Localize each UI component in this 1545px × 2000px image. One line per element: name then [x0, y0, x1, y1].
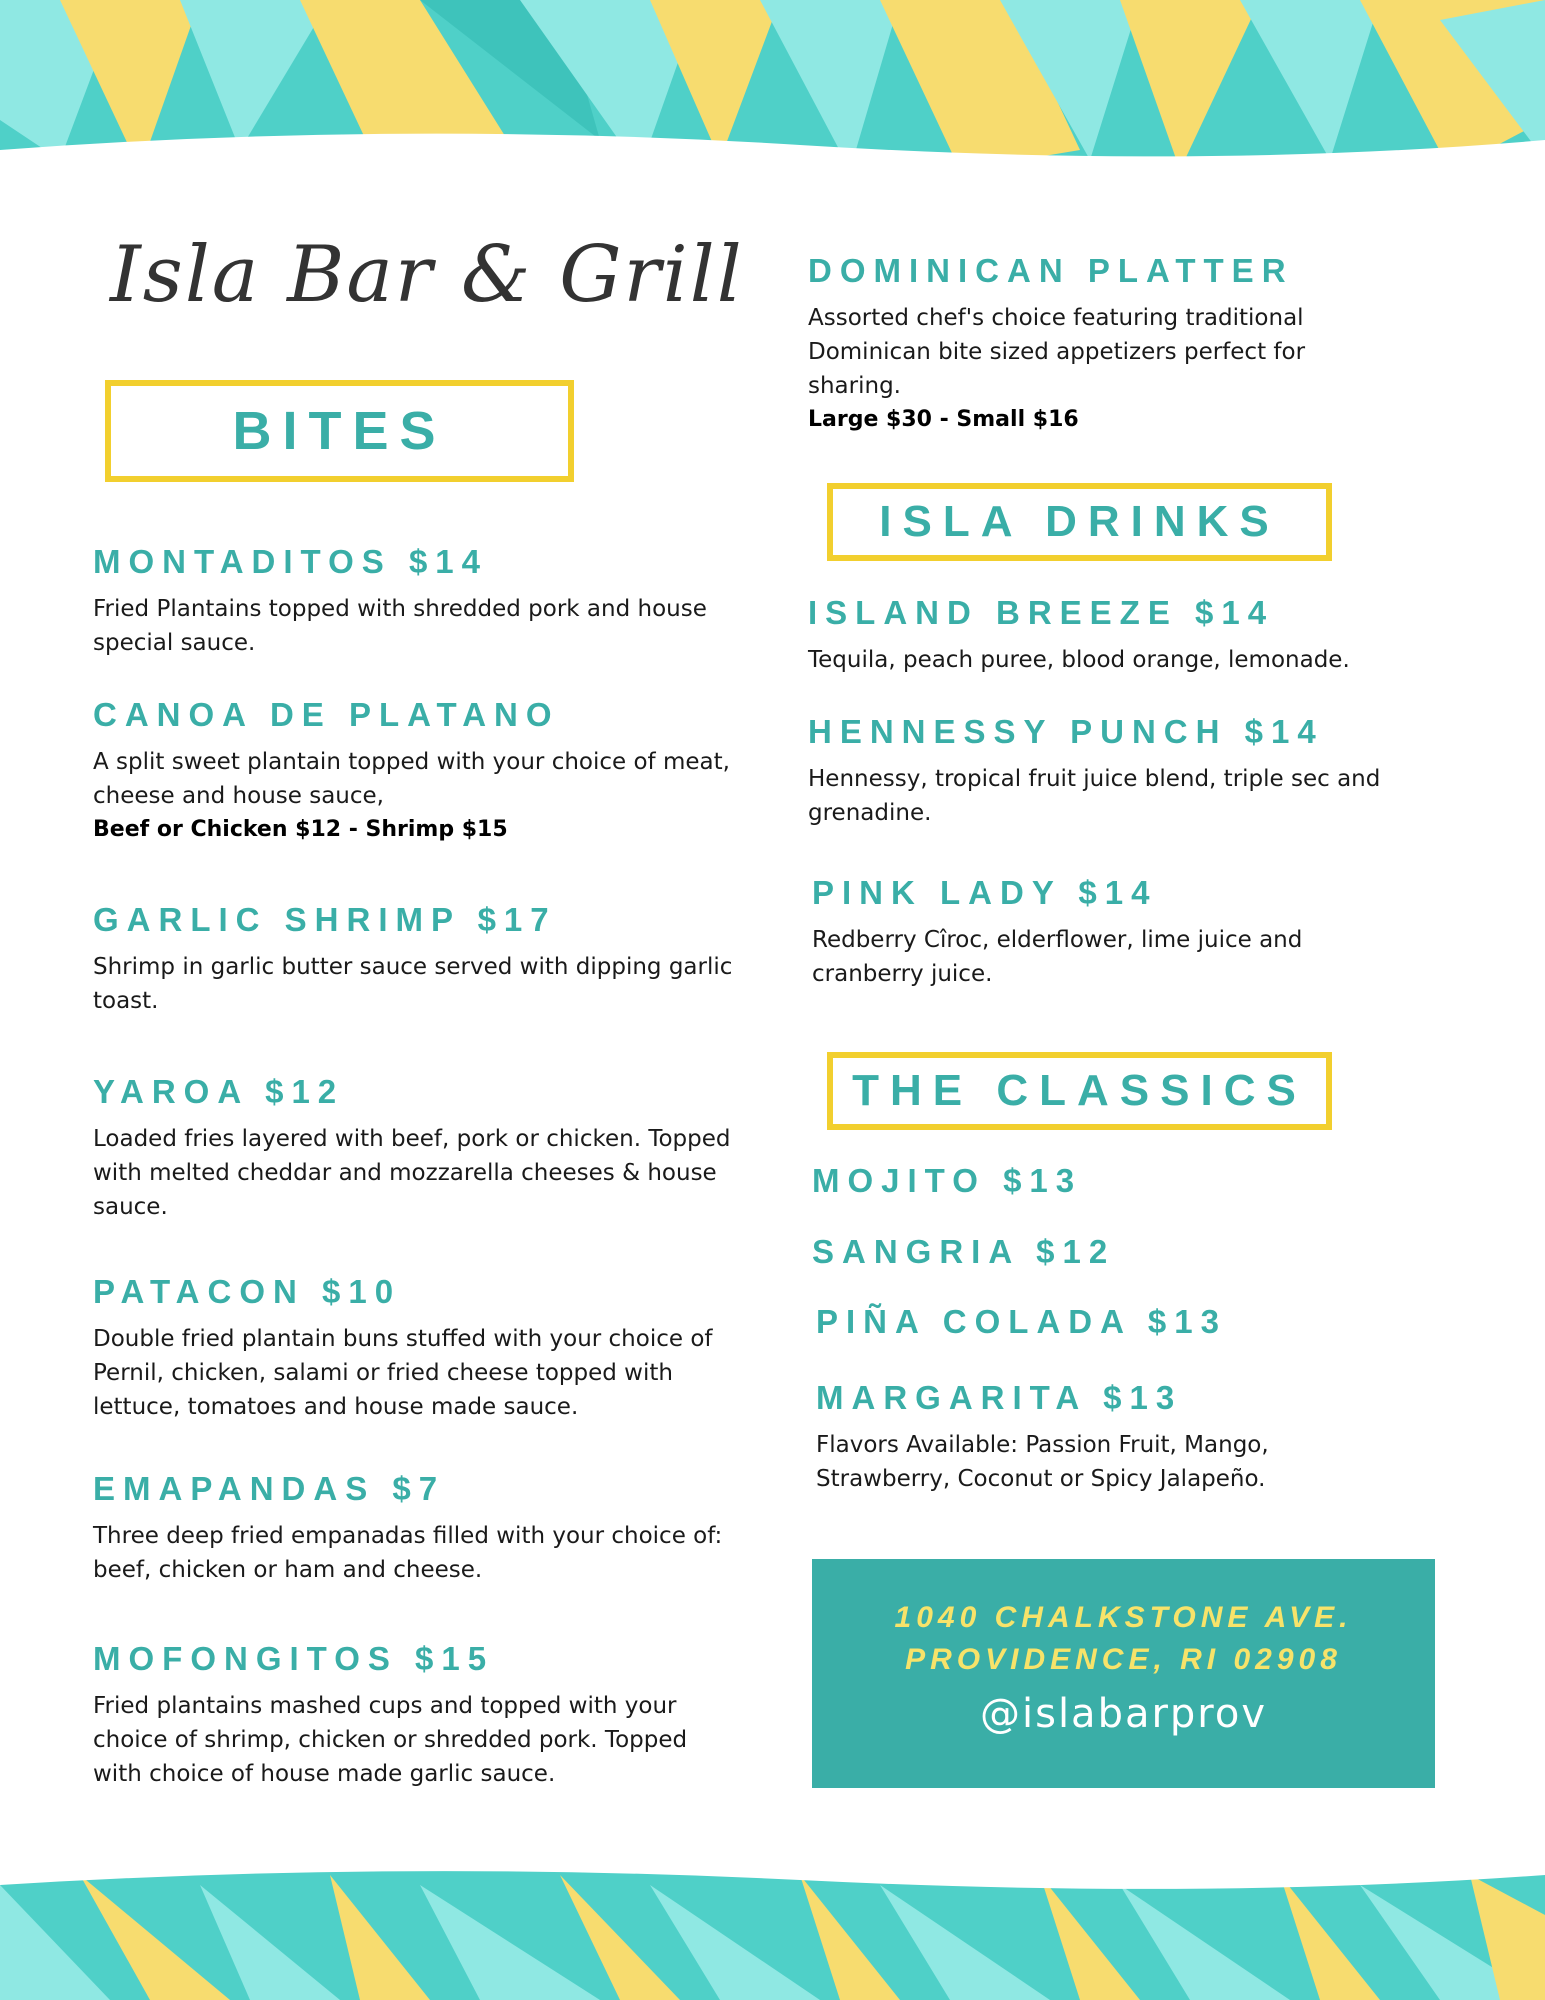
menu-item [816, 1376, 1396, 1496]
item-price: Beef or Chicken $12 - Shrimp $15 [93, 817, 508, 842]
menu-item [93, 898, 733, 1018]
contact-box [812, 1559, 1435, 1788]
item-name: MARGARITA $13 [816, 1379, 1183, 1416]
item-name: HENNESSY PUNCH $14 [808, 713, 1324, 750]
item-name: CANOA DE PLATANO [93, 696, 560, 733]
item-name: PINK LADY $14 [812, 874, 1158, 911]
bottom-palm-leaf-banner [0, 1855, 1545, 2000]
item-name: MONTADITOS $14 [93, 543, 488, 580]
palm-leaf-pattern-top [0, 0, 1545, 180]
item-description: Three deep fried empanadas filled with your choice of: beef, chicken or ham and cheese. [93, 1523, 723, 1583]
classics-heading: THE CLASSICS [827, 1052, 1332, 1130]
item-description: Hennessy, tropical fruit juice blend, triple sec and grenadine. [808, 766, 1381, 826]
menu-item [812, 1159, 1392, 1203]
menu-item [93, 1467, 733, 1587]
item-description: Assorted chef's choice featuring traditional Dominican bite sized appetizers perfect for sharing. [808, 305, 1306, 399]
item-description: Loaded fries layered with beef, pork or chicken. Topped with melted cheddar and mozzarella cheeses & house sauce. [93, 1126, 731, 1220]
item-name: MOFONGITOS $15 [93, 1640, 495, 1677]
menu-item [816, 1300, 1396, 1344]
item-name: PATACON $10 [93, 1273, 402, 1310]
item-description: Fried plantains mashed cups and topped with your choice of shrimp, chicken or shredded pork. Topped with choice of house made garlic sauce. [93, 1693, 688, 1787]
item-description: Flavors Available: Passion Fruit, Mango, Strawberry, Coconut or Spicy Jalapeño. [816, 1432, 1269, 1492]
address-line-1: 1040 CHALKSTONE AVE. [894, 1601, 1353, 1634]
menu-item [93, 693, 733, 847]
item-description: Fried Plantains topped with shredded pork and house special sauce. [93, 596, 707, 656]
item-description: A split sweet plantain topped with your choice of meat, cheese and house sauce, [93, 749, 730, 809]
menu-item [93, 1070, 733, 1224]
address-line-2: PROVIDENCE, RI 02908 [905, 1643, 1342, 1676]
menu-item [812, 1230, 1392, 1274]
top-palm-leaf-banner [0, 0, 1545, 180]
item-description: Double fried plantain buns stuffed with your choice of Pernil, chicken, salami or fried cheese topped with lettuce, tomatoes and house made sauce. [93, 1326, 713, 1420]
bites-heading: BITES [105, 380, 574, 482]
item-description: Redberry Cîroc, elderflower, lime juice and cranberry juice. [812, 927, 1303, 987]
menu-item [93, 540, 733, 660]
item-name: SANGRIA $12 [812, 1233, 1116, 1270]
item-name: ISLAND BREEZE $14 [808, 594, 1275, 631]
item-name: EMAPANDAS $7 [93, 1470, 446, 1507]
item-description: Shrimp in garlic butter sauce served with dipping garlic toast. [93, 954, 733, 1014]
menu-item [93, 1637, 733, 1791]
item-name: DOMINICAN PLATTER [808, 252, 1294, 289]
item-name: YAROA $12 [93, 1073, 345, 1110]
item-name: MOJITO $13 [812, 1162, 1083, 1199]
menu-item [808, 710, 1388, 830]
item-name: GARLIC SHRIMP $17 [93, 901, 557, 938]
item-name: PIÑA COLADA $13 [816, 1303, 1227, 1340]
drinks-heading: ISLA DRINKS [827, 483, 1332, 561]
social-handle: @islabarprov [979, 1691, 1268, 1737]
menu-item [812, 871, 1392, 991]
item-price: Large $30 - Small $16 [808, 407, 1079, 432]
palm-leaf-pattern-bottom [0, 1855, 1545, 2000]
restaurant-title: Isla Bar & Grill [110, 230, 744, 320]
menu-item [808, 591, 1388, 677]
item-description: Tequila, peach puree, blood orange, lemonade. [808, 647, 1350, 673]
menu-item [93, 1270, 733, 1424]
menu-item-platter [808, 249, 1388, 437]
